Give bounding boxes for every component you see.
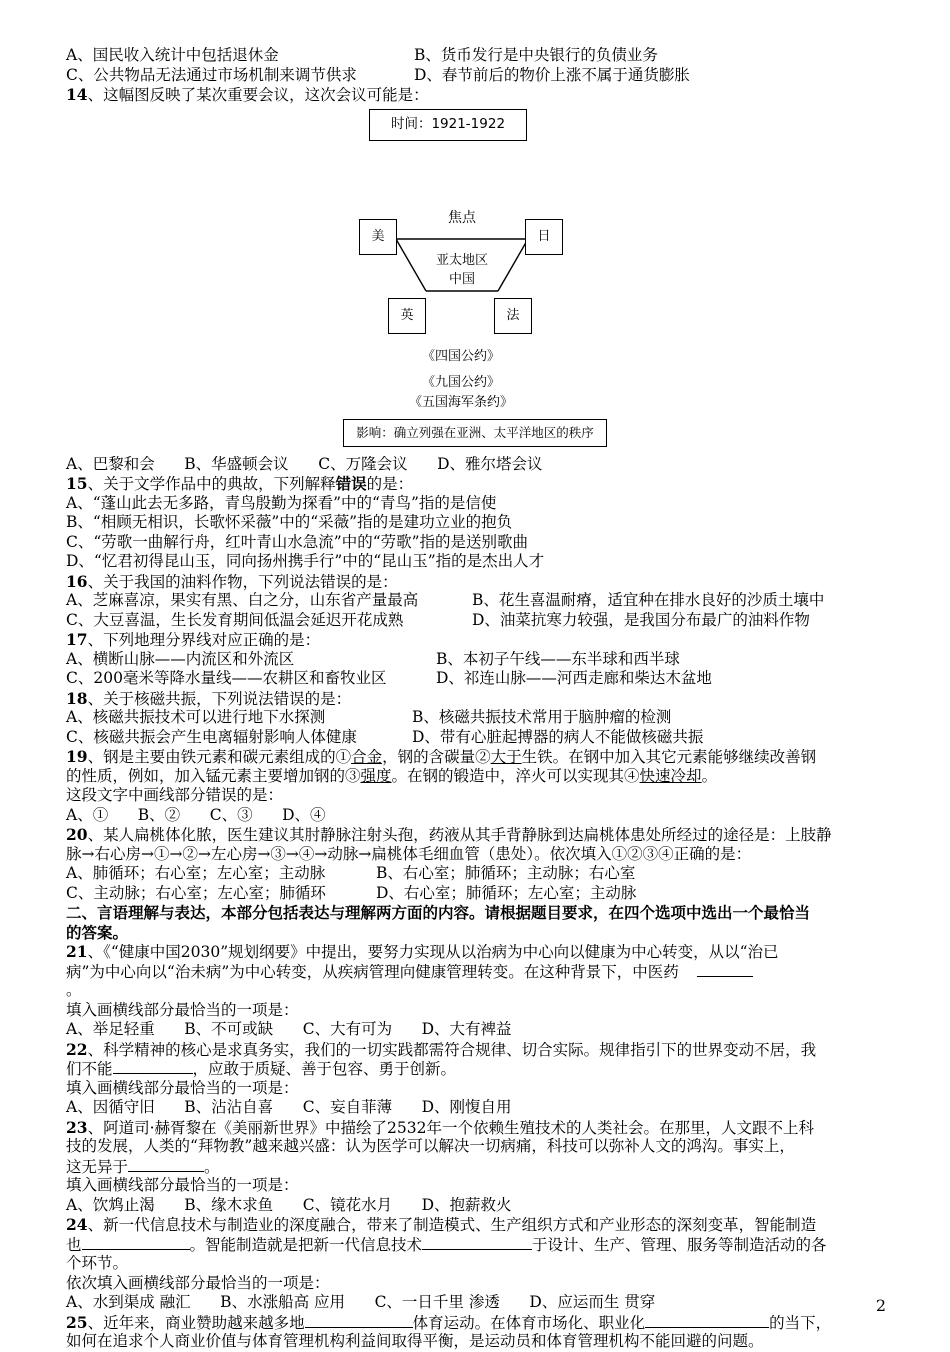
q15-number: 15 <box>66 474 88 493</box>
q20-options-row1 <box>66 864 896 884</box>
q18-option-a: A、核磁共振技术可以进行地下水探测 <box>66 708 326 726</box>
q19-options: A、① B、② C、③ D、④ <box>66 805 326 824</box>
q19-number: 19 <box>66 747 88 766</box>
q13-options-row2 <box>66 66 896 86</box>
q18-number: 18 <box>66 688 88 708</box>
q16-option-a: A、芝麻喜凉，果实有黑、白之分，山东省产量最高 <box>66 591 419 609</box>
q23-blank <box>128 1157 204 1172</box>
q18-option-b: B、核磁共振技术常用于脑肿瘤的检测 <box>412 708 672 726</box>
q20-option-a: A、肺循环；右心室；左心室；主动脉 <box>66 864 326 882</box>
q14-number: 14 <box>66 85 88 104</box>
q22-line1: 22、科学精神的核心是求真务实，我们的一切实践都需符合规律、切合实际。规律指引下的世界变动不居，我 <box>66 1039 817 1059</box>
japan-box: 日 <box>525 219 563 255</box>
q14-stem: 14、这幅图反映了某次重要会议，这次会议可能是： <box>66 85 429 104</box>
q16-option-d: D、油菜抗寒力较强，是我国分布最广的油料作物 <box>472 610 810 629</box>
q24-options: A、水到渠成 融汇 B、水涨船高 应用 C、一日千里 渗透 D、应运而生 贯穿 <box>66 1293 656 1311</box>
q24-number: 24 <box>66 1215 88 1234</box>
q15-option-a: A、“蓬山此去无多路，青鸟殷勤为探看”中的“青鸟”指的是信使 <box>66 493 497 512</box>
q14-options: A、巴黎和会 B、华盛顿会议 C、万隆会议 D、雅尔塔会议 <box>66 454 543 473</box>
q20-options-row2 <box>66 884 896 904</box>
exam-page <box>66 46 896 1352</box>
q21-prompt: 填入画横线部分最恰当的一项是： <box>66 1000 299 1019</box>
q15-stem: 15、关于文学作品中的典故，下列解释错误的是： <box>66 474 414 493</box>
q16-options-row1 <box>66 591 896 611</box>
q22-number: 22 <box>66 1039 88 1059</box>
q17-option-c: C、200毫米等降水量线——农耕区和畜牧业区 <box>66 669 387 687</box>
treaty-five-power-naval: 《五国海军条约》 <box>408 394 513 410</box>
q13-options-row1 <box>66 46 896 66</box>
q13-option-c: C、公共物品无法通过市场机制来调节供求 <box>66 65 357 84</box>
q16-stem: 16、关于我国的油料作物，下列说法错误的是： <box>66 571 398 591</box>
q13-option-a: A、国民收入统计中包括退休金 <box>66 46 279 64</box>
q15-option-d: D、“忆君初得昆山玉，同向扬州携手行”中的“昆山玉”指的是杰出人才 <box>66 552 545 570</box>
section2-heading-line2: 的答案。 <box>66 922 129 942</box>
q24-blank-1 <box>82 1235 190 1250</box>
q24-blank-2 <box>422 1235 532 1250</box>
q18-options-row2 <box>66 728 896 748</box>
q20-option-d: D、右心室；肺循环；左心室；主动脉 <box>376 883 637 902</box>
us-box: 美 <box>359 219 397 255</box>
q21-number: 21 <box>66 942 88 961</box>
q24-line2: 也 。智能制造就是把新一代信息技术 于设计、生产、管理、服务等制造活动的各 <box>66 1235 827 1254</box>
q17-options-row1 <box>66 650 896 670</box>
q23-number: 23 <box>66 1117 88 1137</box>
q21-line3: 。 <box>66 981 82 999</box>
q17-option-a: A、横断山脉——内流区和外流区 <box>66 649 295 668</box>
q23-line1: 23、阿道司·赫胥黎在《美丽新世界》中描绘了2532年一个依赖生殖技术的人类社会。在那里，人文跟不上科 <box>66 1117 814 1137</box>
q15-option-b: B、“相顾无相识，长歌怀采薇”中的“采薇”指的是建功立业的抱负 <box>66 513 513 531</box>
page-number: 2 <box>875 1296 886 1315</box>
q13-option-b: B、货币发行是中央银行的负债业务 <box>414 46 658 64</box>
q18-option-c: C、核磁共振会产生电离辐射影响人体健康 <box>66 727 357 746</box>
time-box: 时间：1921-1922 <box>369 109 527 141</box>
q17-options-row2 <box>66 669 896 689</box>
q25-line2: 如何在追求个人商业价值与体育管理机构利益间取得平衡，是运动员和体育管理机构不能回避的问题。 <box>66 1332 764 1350</box>
q22-line2: 们不能 ，应敢于质疑、善于包容、勇于创新。 <box>66 1060 457 1078</box>
q24-line1: 24、新一代信息技术与制造业的深度融合，带来了制造模式、生产组织方式和产业形态的深刻变革，智能制造 <box>66 1215 817 1234</box>
q22-prompt: 填入画横线部分最恰当的一项是： <box>66 1078 299 1097</box>
q16-options-row2 <box>66 611 896 631</box>
q18-stem: 18、关于核磁共振，下列说法错误的是： <box>66 688 352 708</box>
q17-option-b: B、本初子午线——东半球和西半球 <box>436 649 680 668</box>
q25-number: 25 <box>66 1312 88 1332</box>
q21-blank <box>697 962 753 977</box>
q21-line2: 病”为中心向以“治未病”为中心转变，从疾病管理向健康管理转变。在这种背景下，中医药 <box>66 962 896 982</box>
q18-options-row1 <box>66 708 896 728</box>
q24-line3: 个环节。 <box>66 1254 129 1272</box>
uk-box: 英 <box>388 298 426 334</box>
q16-option-b: B、花生喜温耐瘠，适宜种在排水良好的沙质土壤中 <box>472 591 825 609</box>
q15-option-c: C、“劳歌一曲解行舟，红叶青山水急流”中的“劳歌”指的是送别歌曲 <box>66 532 529 551</box>
q21-line1: 21、《“健康中国2030”规划纲要》中提出，要努力实现从以治病为中心向以健康为中心转变，从以“治已 <box>66 942 779 961</box>
q16-number: 16 <box>66 571 88 591</box>
q24-prompt: 依次填入画横线部分最恰当的一项是： <box>66 1273 330 1292</box>
q17-number: 17 <box>66 630 88 649</box>
q14-diagram <box>66 105 896 395</box>
q25-blank-1 <box>305 1313 413 1328</box>
impact-box: 影响：确立列强在亚洲、太平洋地区的秩序 <box>343 419 607 447</box>
q20-line1: 20、某人扁桃体化脓，医生建议其肘静脉注射头孢，药液从其手背静脉到达扁桃体患处所经过的途径是：上肢静 <box>66 825 832 844</box>
q23-prompt: 填入画横线部分最恰当的一项是： <box>66 1176 299 1194</box>
q17-stem: 17、下列地理分界线对应正确的是： <box>66 630 321 649</box>
q20-option-c: C、主动脉；右心室；左心室；肺循环 <box>66 883 326 902</box>
q22-options: A、因循守旧 B、沾沾自喜 C、妄自菲薄 D、刚愎自用 <box>66 1098 512 1116</box>
q17-option-d: D、祁连山脉——河西走廊和柴达木盆地 <box>436 669 712 687</box>
q25-blank-2 <box>645 1313 769 1328</box>
q25-line1: 25、近年来，商业赞助越来越多地 体育运动。在体育市场化、职业化 的当下， <box>66 1312 832 1332</box>
q14-diagram-lower <box>66 395 896 455</box>
q20-number: 20 <box>66 825 88 844</box>
q23-line2: 技的发展，人类的“拜物教”越来越兴盛：认为医学可以解决一切病痛，科技可以弥补人文的鸿沟。事实上， <box>66 1137 795 1155</box>
q16-option-c: C、大豆喜温，生长发育期间低温会延迟开花成熟 <box>66 610 404 629</box>
treaty-four-power: 《四国公约》 <box>421 348 500 364</box>
q13-option-d: D、春节前后的物价上涨不属于通货膨胀 <box>414 65 690 84</box>
q22-blank <box>113 1059 193 1074</box>
q19-line1: 19、钢是主要由铁元素和碳元素组成的①合金，钢的含碳量②大于生铁。在钢中加入其它元素能够继续改善钢 <box>66 747 817 766</box>
focus-label: 焦点 <box>448 209 476 226</box>
q20-line2: 脉→右心房→①→②→左心房→③→④→动脉→扁桃体毛细血管（患处）。依次填入①②③④正确的是： <box>66 844 752 863</box>
france-box: 法 <box>494 298 532 334</box>
section2-heading-line1: 二、言语理解与表达，本部分包括表达与理解两方面的内容。请根据题目要求，在四个选项中选出一个最恰当 <box>66 903 811 922</box>
q19-line2: 的性质，例如，加入锰元素主要增加钢的③强度。在钢的锻造中，淬火可以实现其④快速冷却。 <box>66 766 718 785</box>
q18-option-d: D、带有心脏起搏器的病人不能做核磁共振 <box>412 727 704 746</box>
q20-option-b: B、右心室；肺循环；主动脉；右心室 <box>376 864 636 882</box>
region-label: 亚太地区 中国 <box>435 252 488 287</box>
q23-line3: 这无异于 。 <box>66 1157 220 1176</box>
q21-options: A、举足轻重 B、不可或缺 C、大有可为 D、大有裨益 <box>66 1020 512 1038</box>
q19-line3: 这段文字中画线部分错误的是： <box>66 786 284 804</box>
treaty-nine-power: 《九国公约》 <box>421 374 500 390</box>
q23-options: A、饮鸩止渴 B、缘木求鱼 C、镜花水月 D、抱薪救火 <box>66 1195 512 1214</box>
